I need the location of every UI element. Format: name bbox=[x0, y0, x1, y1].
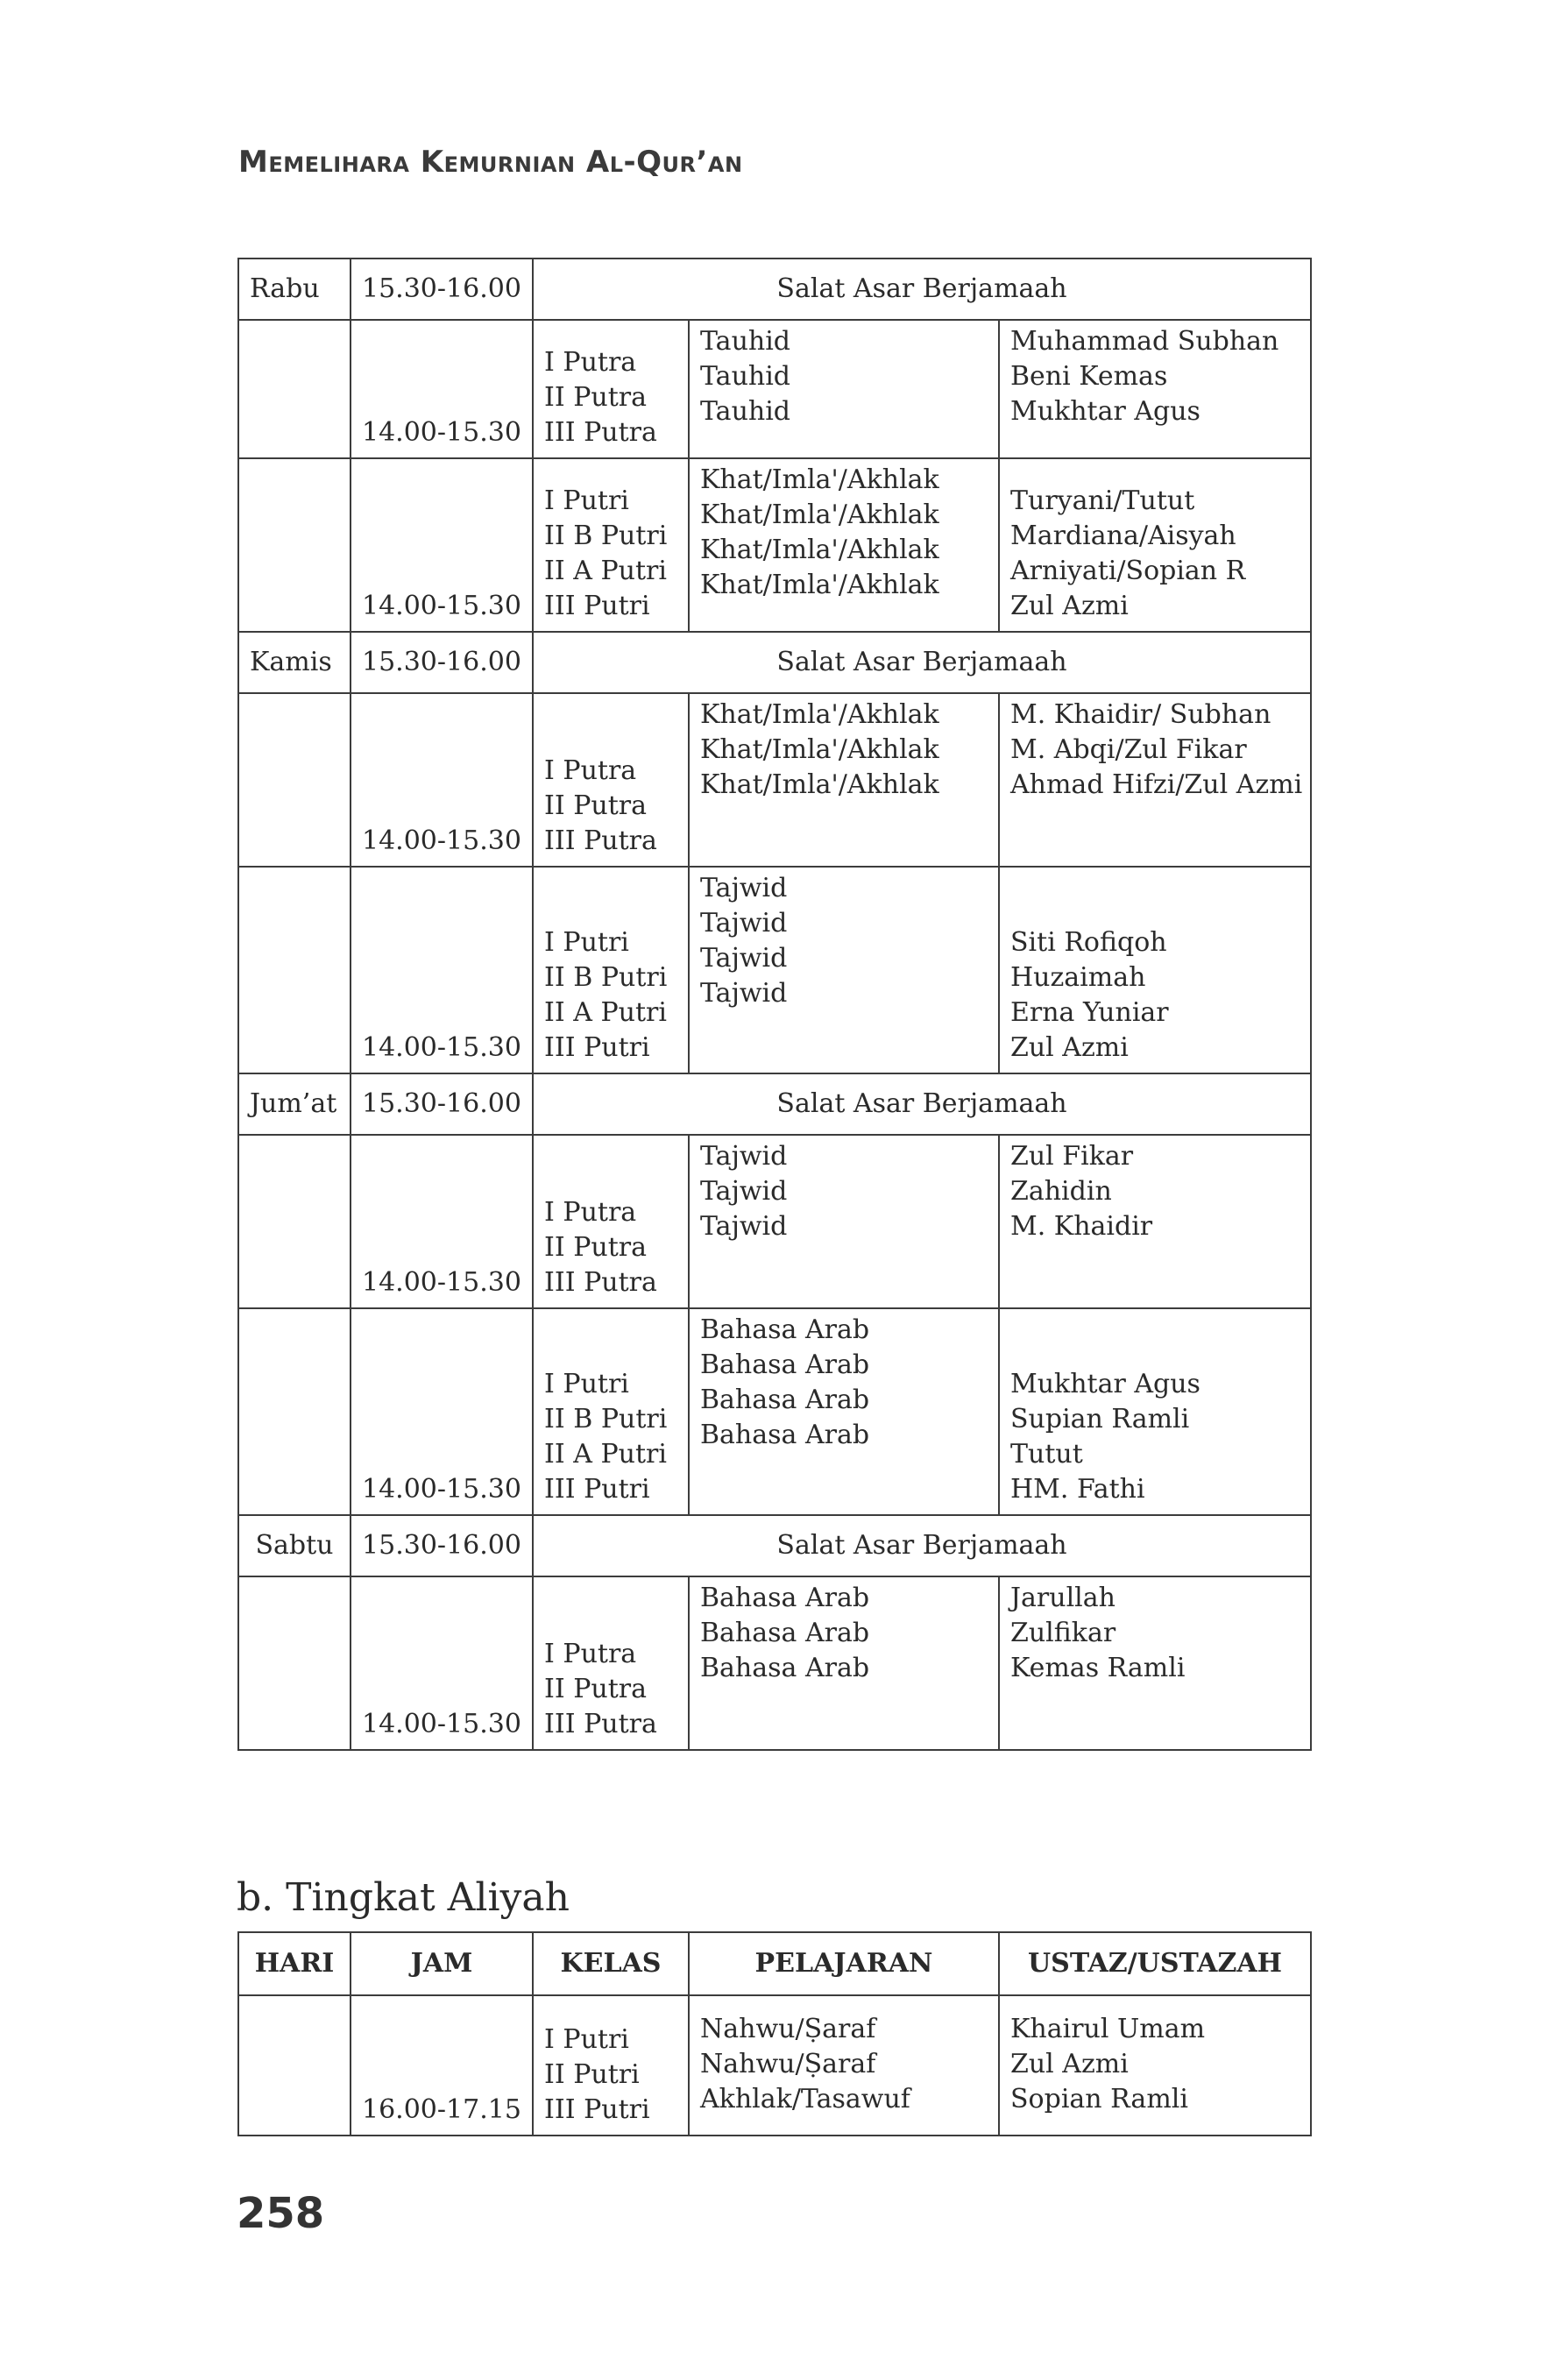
ustaz-cell-line: Beni Kemas bbox=[1010, 361, 1168, 392]
pelajaran-cell-line: Tauhid bbox=[700, 396, 791, 427]
activity-cell: Salat Asar Berjamaah bbox=[533, 632, 1311, 693]
day-cell-empty bbox=[238, 320, 351, 458]
schedule-table-tsanawiyah bbox=[237, 258, 1312, 1751]
table-row bbox=[238, 320, 1311, 458]
kelas-cell-line: II A Putri bbox=[544, 1439, 667, 1470]
ustaz-cell-line: Khairul Umam bbox=[1010, 2014, 1206, 2044]
pelajaran-cell-line: Bahasa Arab bbox=[700, 1618, 870, 1648]
time-cell: 14.00-15.30 bbox=[351, 320, 533, 458]
pelajaran-cell bbox=[689, 867, 999, 1073]
pelajaran-cell-line: Akhlak/Tasawuf bbox=[700, 2084, 910, 2114]
header-ustaz: USTAZ/USTAZAH bbox=[999, 1932, 1311, 1995]
pelajaran-cell-line: Bahasa Arab bbox=[700, 1583, 870, 1613]
kelas-cell-line: III Putri bbox=[544, 1474, 650, 1505]
day-cell-empty bbox=[238, 1995, 351, 2136]
pelajaran-cell-line: Khat/Imla'/Akhlak bbox=[700, 734, 939, 765]
pelajaran-cell-line: Tajwid bbox=[700, 1141, 788, 1172]
kelas-cell-line: II Putra bbox=[544, 1232, 648, 1263]
ustaz-cell-line: Mukhtar Agus bbox=[1010, 396, 1200, 427]
time-cell: 14.00-15.30 bbox=[351, 693, 533, 867]
ustaz-cell bbox=[999, 320, 1311, 458]
day-cell-empty bbox=[238, 1576, 351, 1750]
kelas-cell-line: I Putra bbox=[544, 1639, 637, 1669]
ustaz-cell-line: Tutut bbox=[1010, 1439, 1083, 1470]
pelajaran-cell-line: Tajwid bbox=[700, 978, 788, 1009]
ustaz-cell-line: Mukhtar Agus bbox=[1010, 1369, 1200, 1399]
pelajaran-cell-line: Khat/Imla'/Akhlak bbox=[700, 699, 939, 730]
pelajaran-cell bbox=[689, 458, 999, 632]
time-cell: 15.30-16.00 bbox=[351, 259, 533, 320]
ustaz-cell-line: Mardiana/Aisyah bbox=[1010, 521, 1236, 551]
ustaz-cell-line: Zulfikar bbox=[1010, 1618, 1116, 1648]
ustaz-cell-line: Ahmad Hifzi/Zul Azmi bbox=[1010, 769, 1303, 800]
table-row bbox=[238, 458, 1311, 632]
ustaz-cell-line: Zul Azmi bbox=[1010, 1032, 1129, 1063]
pelajaran-cell-line: Tajwid bbox=[700, 873, 788, 903]
pelajaran-cell-line: Khat/Imla'/Akhlak bbox=[700, 499, 939, 530]
kelas-cell-line: I Putri bbox=[544, 1369, 629, 1399]
kelas-cell-line: III Putri bbox=[544, 591, 650, 621]
kelas-cell-line: I Putri bbox=[544, 927, 629, 958]
day-separator-row bbox=[238, 632, 1311, 693]
kelas-cell-line: I Putra bbox=[544, 347, 637, 378]
ustaz-cell-line: Zul Fikar bbox=[1010, 1141, 1134, 1172]
day-separator-row bbox=[238, 1073, 1311, 1135]
kelas-cell-line: III Putri bbox=[544, 1032, 650, 1063]
kelas-cell-line: II A Putri bbox=[544, 556, 667, 586]
kelas-cell-line: I Putri bbox=[544, 485, 629, 516]
header-hari: HARI bbox=[238, 1932, 351, 1995]
pelajaran-cell-line: Tajwid bbox=[700, 1211, 788, 1242]
day-cell: Rabu bbox=[238, 259, 351, 320]
day-separator-row bbox=[238, 259, 1311, 320]
activity-cell: Salat Asar Berjamaah bbox=[533, 259, 1311, 320]
ustaz-cell-line: M. Khaidir/ Subhan bbox=[1010, 699, 1271, 730]
kelas-cell bbox=[533, 693, 689, 867]
pelajaran-cell-line: Tajwid bbox=[700, 943, 788, 974]
ustaz-cell-line: Siti Rofiqoh bbox=[1010, 927, 1167, 958]
table-row bbox=[238, 867, 1311, 1073]
kelas-cell bbox=[533, 1308, 689, 1515]
table-row bbox=[238, 1576, 1311, 1750]
kelas-cell-line: I Putri bbox=[544, 2024, 629, 2055]
kelas-cell-line: II B Putri bbox=[544, 1404, 668, 1434]
activity-cell: Salat Asar Berjamaah bbox=[533, 1515, 1311, 1576]
ustaz-cell-line: Muhammad Subhan bbox=[1010, 326, 1279, 357]
kelas-cell-line: II Putri bbox=[544, 2059, 640, 2090]
table-row bbox=[238, 1135, 1311, 1308]
time-cell: 14.00-15.30 bbox=[351, 1576, 533, 1750]
ustaz-cell-line: Arniyati/Sopian R bbox=[1010, 556, 1246, 586]
pelajaran-cell bbox=[689, 693, 999, 867]
pelajaran-cell-line: Bahasa Arab bbox=[700, 1653, 870, 1683]
ustaz-cell-line: M. Khaidir bbox=[1010, 1211, 1153, 1242]
kelas-cell-line: II B Putri bbox=[544, 962, 668, 993]
running-head: Memelihara Kemurnian Al-Qur’an bbox=[238, 145, 743, 180]
ustaz-cell bbox=[999, 693, 1311, 867]
ustaz-cell-line: Zul Azmi bbox=[1010, 591, 1129, 621]
pelajaran-cell-line: Bahasa Arab bbox=[700, 1314, 870, 1345]
ustaz-cell bbox=[999, 1135, 1311, 1308]
pelajaran-cell-line: Tajwid bbox=[700, 1176, 788, 1207]
ustaz-cell-line: M. Abqi/Zul Fikar bbox=[1010, 734, 1247, 765]
schedule-table-aliyah bbox=[237, 1931, 1312, 2136]
pelajaran-cell bbox=[689, 1995, 999, 2136]
kelas-cell-line: II A Putri bbox=[544, 997, 667, 1028]
table-header-row bbox=[238, 1932, 1311, 1995]
ustaz-cell bbox=[999, 867, 1311, 1073]
kelas-cell bbox=[533, 1135, 689, 1308]
kelas-cell-line: III Putri bbox=[544, 2094, 650, 2125]
ustaz-cell-line: Huzaimah bbox=[1010, 962, 1146, 993]
time-cell: 14.00-15.30 bbox=[351, 1135, 533, 1308]
day-cell-empty bbox=[238, 1135, 351, 1308]
day-cell-empty bbox=[238, 458, 351, 632]
pelajaran-cell-line: Khat/Imla'/Akhlak bbox=[700, 464, 939, 495]
pelajaran-cell bbox=[689, 320, 999, 458]
table-row bbox=[238, 693, 1311, 867]
activity-cell: Salat Asar Berjamaah bbox=[533, 1073, 1311, 1135]
pelajaran-cell-line: Khat/Imla'/Akhlak bbox=[700, 535, 939, 565]
ustaz-cell bbox=[999, 1576, 1311, 1750]
kelas-cell-line: II Putra bbox=[544, 382, 648, 413]
header-pelajaran: PELAJARAN bbox=[689, 1932, 999, 1995]
table-row bbox=[238, 1308, 1311, 1515]
pelajaran-cell-line: Tajwid bbox=[700, 908, 788, 939]
pelajaran-cell-line: Khat/Imla'/Akhlak bbox=[700, 769, 939, 800]
ustaz-cell bbox=[999, 1995, 1311, 2136]
kelas-cell-line: II Putra bbox=[544, 1674, 648, 1704]
section-heading: b. Tingkat Aliyah bbox=[237, 1875, 570, 1920]
day-cell: Sabtu bbox=[238, 1515, 351, 1576]
ustaz-cell-line: Turyani/Tutut bbox=[1010, 485, 1195, 516]
table-row bbox=[238, 1995, 1311, 2136]
pelajaran-cell-line: Bahasa Arab bbox=[700, 1420, 870, 1450]
day-cell: Jum’at bbox=[238, 1073, 351, 1135]
ustaz-cell bbox=[999, 1308, 1311, 1515]
ustaz-cell-line: Sopian Ramli bbox=[1010, 2084, 1188, 2114]
kelas-cell-line: I Putra bbox=[544, 1197, 637, 1228]
kelas-cell-line: III Putra bbox=[544, 1267, 657, 1298]
kelas-cell-line: III Putra bbox=[544, 417, 657, 448]
day-cell-empty bbox=[238, 693, 351, 867]
kelas-cell bbox=[533, 867, 689, 1073]
pelajaran-cell bbox=[689, 1576, 999, 1750]
time-cell: 14.00-15.30 bbox=[351, 867, 533, 1073]
day-separator-row bbox=[238, 1515, 1311, 1576]
kelas-cell-line: I Putra bbox=[544, 755, 637, 786]
kelas-cell bbox=[533, 1576, 689, 1750]
pelajaran-cell bbox=[689, 1308, 999, 1515]
pelajaran-cell-line: Nahwu/Ṣaraf bbox=[700, 2049, 876, 2079]
time-cell: 15.30-16.00 bbox=[351, 632, 533, 693]
kelas-cell bbox=[533, 458, 689, 632]
ustaz-cell bbox=[999, 458, 1311, 632]
ustaz-cell-line: Zul Azmi bbox=[1010, 2049, 1129, 2079]
pelajaran-cell-line: Bahasa Arab bbox=[700, 1349, 870, 1380]
kelas-cell bbox=[533, 1995, 689, 2136]
ustaz-cell-line: Kemas Ramli bbox=[1010, 1653, 1186, 1683]
ustaz-cell-line: Jarullah bbox=[1010, 1583, 1115, 1613]
time-cell: 15.30-16.00 bbox=[351, 1073, 533, 1135]
ustaz-cell-line: HM. Fathi bbox=[1010, 1474, 1145, 1505]
ustaz-cell-line: Zahidin bbox=[1010, 1176, 1112, 1207]
page-number: 258 bbox=[237, 2189, 325, 2238]
time-cell: 15.30-16.00 bbox=[351, 1515, 533, 1576]
pelajaran-cell-line: Nahwu/Ṣaraf bbox=[700, 2014, 876, 2044]
kelas-cell bbox=[533, 320, 689, 458]
ustaz-cell-line: Erna Yuniar bbox=[1010, 997, 1169, 1028]
header-jam: JAM bbox=[351, 1932, 533, 1995]
pelajaran-cell-line: Tauhid bbox=[700, 326, 791, 357]
day-cell: Kamis bbox=[238, 632, 351, 693]
kelas-cell-line: II Putra bbox=[544, 790, 648, 821]
pelajaran-cell bbox=[689, 1135, 999, 1308]
pelajaran-cell-line: Khat/Imla'/Akhlak bbox=[700, 570, 939, 600]
day-cell-empty bbox=[238, 867, 351, 1073]
header-kelas: KELAS bbox=[533, 1932, 689, 1995]
time-cell: 14.00-15.30 bbox=[351, 1308, 533, 1515]
kelas-cell-line: III Putra bbox=[544, 1709, 657, 1739]
day-cell-empty bbox=[238, 1308, 351, 1515]
kelas-cell-line: II B Putri bbox=[544, 521, 668, 551]
pelajaran-cell-line: Bahasa Arab bbox=[700, 1385, 870, 1415]
time-cell: 16.00-17.15 bbox=[351, 1995, 533, 2136]
time-cell: 14.00-15.30 bbox=[351, 458, 533, 632]
ustaz-cell-line: Supian Ramli bbox=[1010, 1404, 1190, 1434]
kelas-cell-line: III Putra bbox=[544, 825, 657, 856]
pelajaran-cell-line: Tauhid bbox=[700, 361, 791, 392]
